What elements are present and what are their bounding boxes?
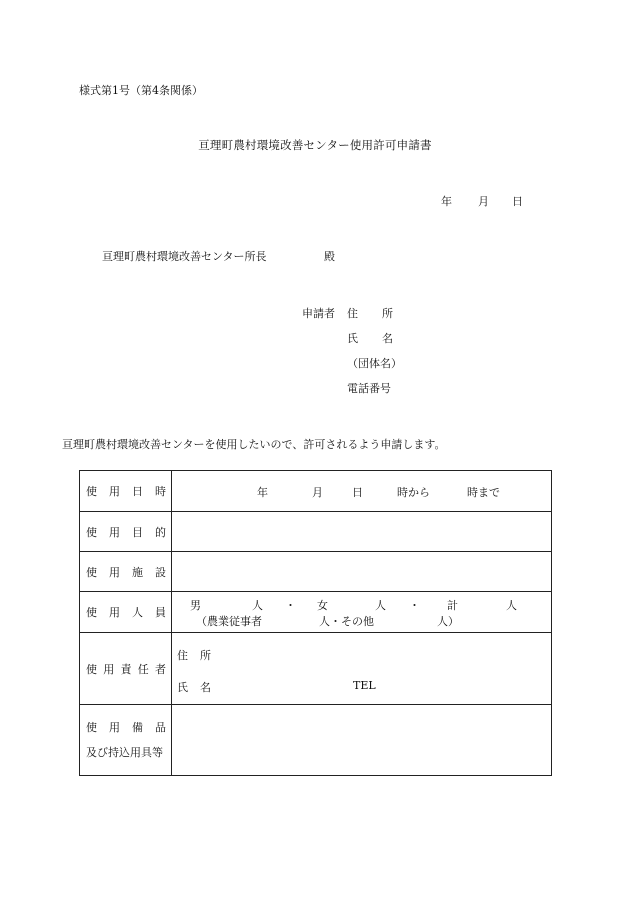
- usage-people-row: [80, 592, 552, 633]
- applicant-name-char-2: 名: [382, 332, 393, 345]
- label-char: 日: [132, 485, 143, 498]
- date-day-label: 日: [512, 195, 523, 208]
- label-char: 用: [103, 662, 115, 676]
- usage-datetime-label: [80, 471, 172, 512]
- label-char: 任: [137, 662, 149, 676]
- applicant-group-name-label: （団体名）: [347, 357, 402, 370]
- usage-purpose-row: [80, 512, 552, 552]
- responsible-name-char-1: 氏: [177, 681, 188, 694]
- date-month-label: 月: [478, 195, 489, 208]
- people-other-unit: 人）: [437, 615, 459, 628]
- people-female-label: 女: [317, 599, 328, 612]
- usage-purpose-label: [80, 512, 172, 552]
- usage-datetime-field[interactable]: [172, 471, 552, 512]
- datetime-day: 日: [352, 486, 363, 499]
- usage-people-field[interactable]: [172, 592, 552, 633]
- responsible-person-row: [80, 633, 552, 705]
- usage-purpose-field[interactable]: [172, 512, 552, 552]
- equipment-field[interactable]: [172, 705, 552, 776]
- label-char: 使: [86, 721, 97, 734]
- people-farmer-label: （農業従事者: [196, 615, 262, 628]
- responsible-name-char-2: 名: [200, 681, 211, 694]
- label-char: 使: [86, 606, 97, 619]
- label-char: 使: [86, 662, 97, 676]
- document-title: 亘理町農村環境改善センター使用許可申請書: [198, 138, 432, 152]
- label-char: 目: [132, 525, 143, 539]
- usage-facility-label: [80, 552, 172, 592]
- datetime-until: 時まで: [467, 486, 500, 499]
- datetime-from: 時から: [397, 486, 430, 499]
- label-char: 時: [155, 485, 166, 498]
- equipment-row: [80, 705, 552, 776]
- label-char: 用: [109, 525, 120, 539]
- applicant-address-label: [347, 305, 393, 321]
- label-char: 使: [86, 525, 97, 539]
- responsible-address-char-1: 住: [177, 649, 188, 662]
- label-char: 設: [155, 565, 166, 579]
- addressee-name: 亘理町農村環境改善センター所長: [102, 250, 267, 263]
- label-char: 責: [120, 662, 132, 676]
- people-separator-2: ・: [409, 599, 420, 612]
- applicant-address-char-1: 住: [347, 307, 358, 320]
- people-other-label: 人・その他: [319, 615, 374, 628]
- applicant-name-label: [347, 330, 393, 346]
- applicant-phone-label: 電話番号: [347, 382, 391, 395]
- people-separator-1: ・: [285, 599, 296, 612]
- label-char: 品: [155, 721, 166, 734]
- people-male-label: 男: [190, 599, 201, 612]
- label-char: 的: [155, 525, 166, 539]
- datetime-year: 年: [257, 486, 268, 499]
- label-char: 使: [86, 565, 97, 579]
- usage-people-label: [80, 592, 172, 633]
- applicant-name-char-1: 氏: [347, 332, 358, 345]
- responsible-address-char-2: 所: [200, 649, 211, 662]
- label-char: 員: [155, 606, 166, 619]
- usage-facility-field[interactable]: [172, 552, 552, 592]
- applicant-label: 申請者: [302, 307, 335, 320]
- label-char: 人: [132, 606, 143, 619]
- people-unit-1: 人: [252, 599, 263, 612]
- datetime-month: 月: [312, 486, 323, 499]
- label-char: 用: [109, 485, 120, 498]
- usage-datetime-row: [80, 471, 552, 512]
- label-char: 施: [132, 565, 143, 579]
- addressee-honorific: 殿: [324, 250, 335, 263]
- responsible-person-field[interactable]: [172, 633, 552, 705]
- people-unit-2: 人: [375, 599, 386, 612]
- responsible-tel-label: TEL: [353, 679, 376, 692]
- application-statement: 亘理町農村環境改善センターを使用したいので、許可されるよう申請します。: [62, 438, 446, 451]
- label-char: 用: [109, 565, 120, 579]
- usage-details-table: [79, 470, 552, 776]
- applicant-address-char-2: 所: [382, 307, 393, 320]
- form-number: 様式第1号（第4条関係）: [79, 84, 203, 97]
- equipment-label-line-2: 及び持込用具等: [86, 746, 163, 759]
- date-year-label: 年: [441, 195, 452, 208]
- label-char: 用: [109, 721, 120, 734]
- equipment-label: [80, 705, 172, 776]
- label-char: 使: [86, 485, 97, 498]
- label-char: 者: [155, 662, 166, 676]
- people-unit-3: 人: [506, 599, 517, 612]
- responsible-person-label: [80, 633, 172, 705]
- label-char: 用: [109, 606, 120, 619]
- people-total-label: 計: [447, 599, 458, 612]
- usage-facility-row: [80, 552, 552, 592]
- label-char: 備: [132, 721, 143, 734]
